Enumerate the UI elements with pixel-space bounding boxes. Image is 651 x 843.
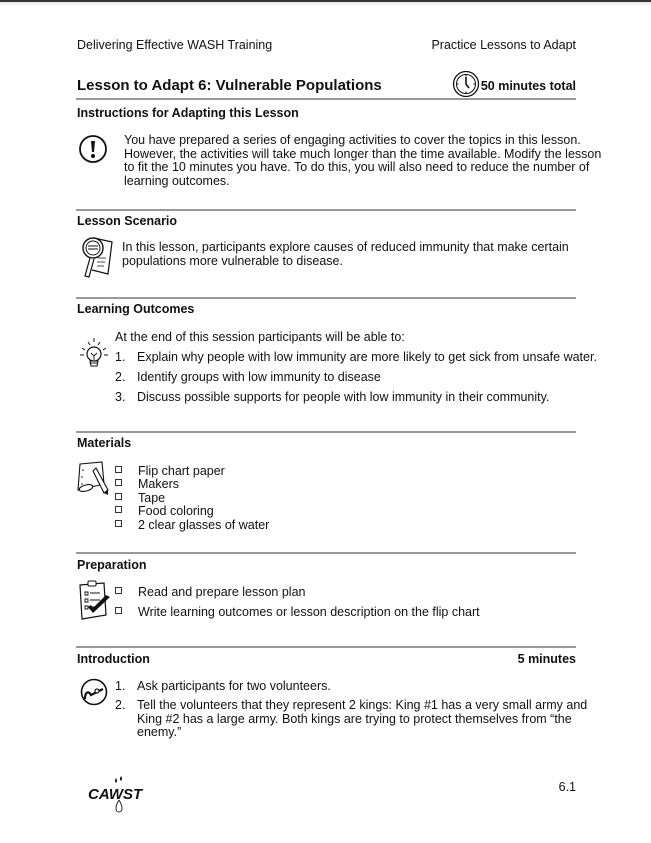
page-number: 6.1: [558, 780, 576, 794]
hook-icon: [79, 677, 111, 707]
preparation-item: [115, 585, 305, 599]
preparation-heading: Preparation: [77, 558, 147, 572]
item-text: Discuss possible supports for people with low immunity in their community.: [137, 390, 550, 404]
item-text: 2 clear glasses of water: [138, 518, 270, 532]
paper-pencil-icon: [74, 460, 114, 496]
material-item: [115, 477, 179, 491]
header-left: Delivering Effective WASH Training: [77, 38, 273, 52]
item-text: Flip chart paper: [138, 464, 225, 478]
materials-heading: Materials: [77, 436, 132, 450]
item-text: Explain why people with low immunity are more likely to get sick from unsafe water.: [137, 350, 597, 364]
instructions-text: [124, 134, 601, 188]
scenario-heading: Lesson Scenario: [77, 214, 178, 228]
exclamation-icon: [78, 134, 108, 164]
lesson-title: Lesson to Adapt 6: Vulnerable Populations: [77, 77, 382, 94]
item-text: King #2 has a large army. Both kings are trying to protect themselves from “the: [137, 711, 572, 726]
clipboard-check-icon: [76, 579, 112, 621]
material-item: [115, 504, 214, 518]
outcome-item: [115, 370, 381, 384]
item-text: Write learning outcomes or lesson description on the flip chart: [138, 605, 480, 619]
item-text: Ask participants for two volunteers.: [137, 679, 331, 693]
scenario-text: [122, 241, 569, 268]
checkbox-icon: [115, 493, 122, 500]
item-number: 2.: [115, 698, 126, 712]
text-line: You have prepared a series of engaging activities to cover the topics in this lesson.: [124, 133, 581, 147]
outcomes-heading: Learning Outcomes: [77, 302, 195, 316]
introduction-time: 5 minutes: [517, 652, 576, 666]
text-line: learning outcomes.: [124, 173, 230, 188]
divider: [76, 431, 576, 433]
checkbox-icon: [115, 520, 122, 527]
total-time: 50 minutes total: [480, 79, 576, 93]
outcome-item: [115, 390, 549, 404]
material-item: [115, 464, 225, 478]
text-line: populations more vulnerable to disease.: [122, 253, 343, 268]
checkbox-icon: [115, 607, 122, 614]
item-text: Makers: [138, 477, 179, 491]
item-number: 3.: [115, 390, 126, 404]
instructions-heading: Instructions for Adapting this Lesson: [77, 106, 299, 120]
checkbox-icon: [115, 587, 122, 594]
divider: [76, 297, 576, 299]
checkbox-icon: [115, 479, 122, 486]
item-text: Food coloring: [138, 504, 214, 518]
item-number: 1.: [115, 679, 126, 693]
introduction-heading: Introduction: [77, 652, 150, 666]
item-text: enemy.”: [137, 725, 182, 740]
item-number: 1.: [115, 350, 126, 364]
divider: [76, 646, 576, 648]
intro-step: [115, 699, 587, 740]
preparation-item: [115, 605, 480, 619]
item-text: Tell the volunteers that they represent 2 kings: King #1 has a very small army and: [137, 698, 588, 712]
top-shadow: [0, 2, 651, 7]
item-text: Read and prepare lesson plan: [138, 585, 306, 599]
checkbox-icon: [115, 506, 122, 513]
clock-icon: [452, 70, 480, 98]
outcomes-intro: At the end of this session participants will be able to:: [115, 330, 405, 344]
item-text: Tape: [138, 491, 166, 505]
divider: [76, 552, 576, 554]
text-line: However, the activities will take much longer than the time available. Modify the lesson: [124, 146, 602, 161]
logo-text: CAWST: [88, 786, 143, 803]
outcome-item: [115, 350, 597, 364]
text-line: In this lesson, participants explore causes of reduced immunity that make certain: [122, 240, 569, 254]
header-right: Practice Lessons to Adapt: [431, 38, 576, 52]
intro-step: [115, 679, 331, 693]
material-item: [115, 518, 269, 532]
text-line: to fit the 10 minutes you have. To do this, you will also need to reduce the number of: [124, 160, 590, 175]
lightbulb-icon: [78, 336, 112, 370]
item-number: 2.: [115, 370, 126, 384]
item-text: Identify groups with low immunity to disease: [137, 370, 381, 384]
divider: [76, 209, 576, 211]
cawst-logo: [86, 774, 152, 814]
magnifier-document-icon: [80, 232, 116, 280]
material-item: [115, 491, 165, 505]
divider: [76, 98, 576, 100]
checkbox-icon: [115, 466, 122, 473]
